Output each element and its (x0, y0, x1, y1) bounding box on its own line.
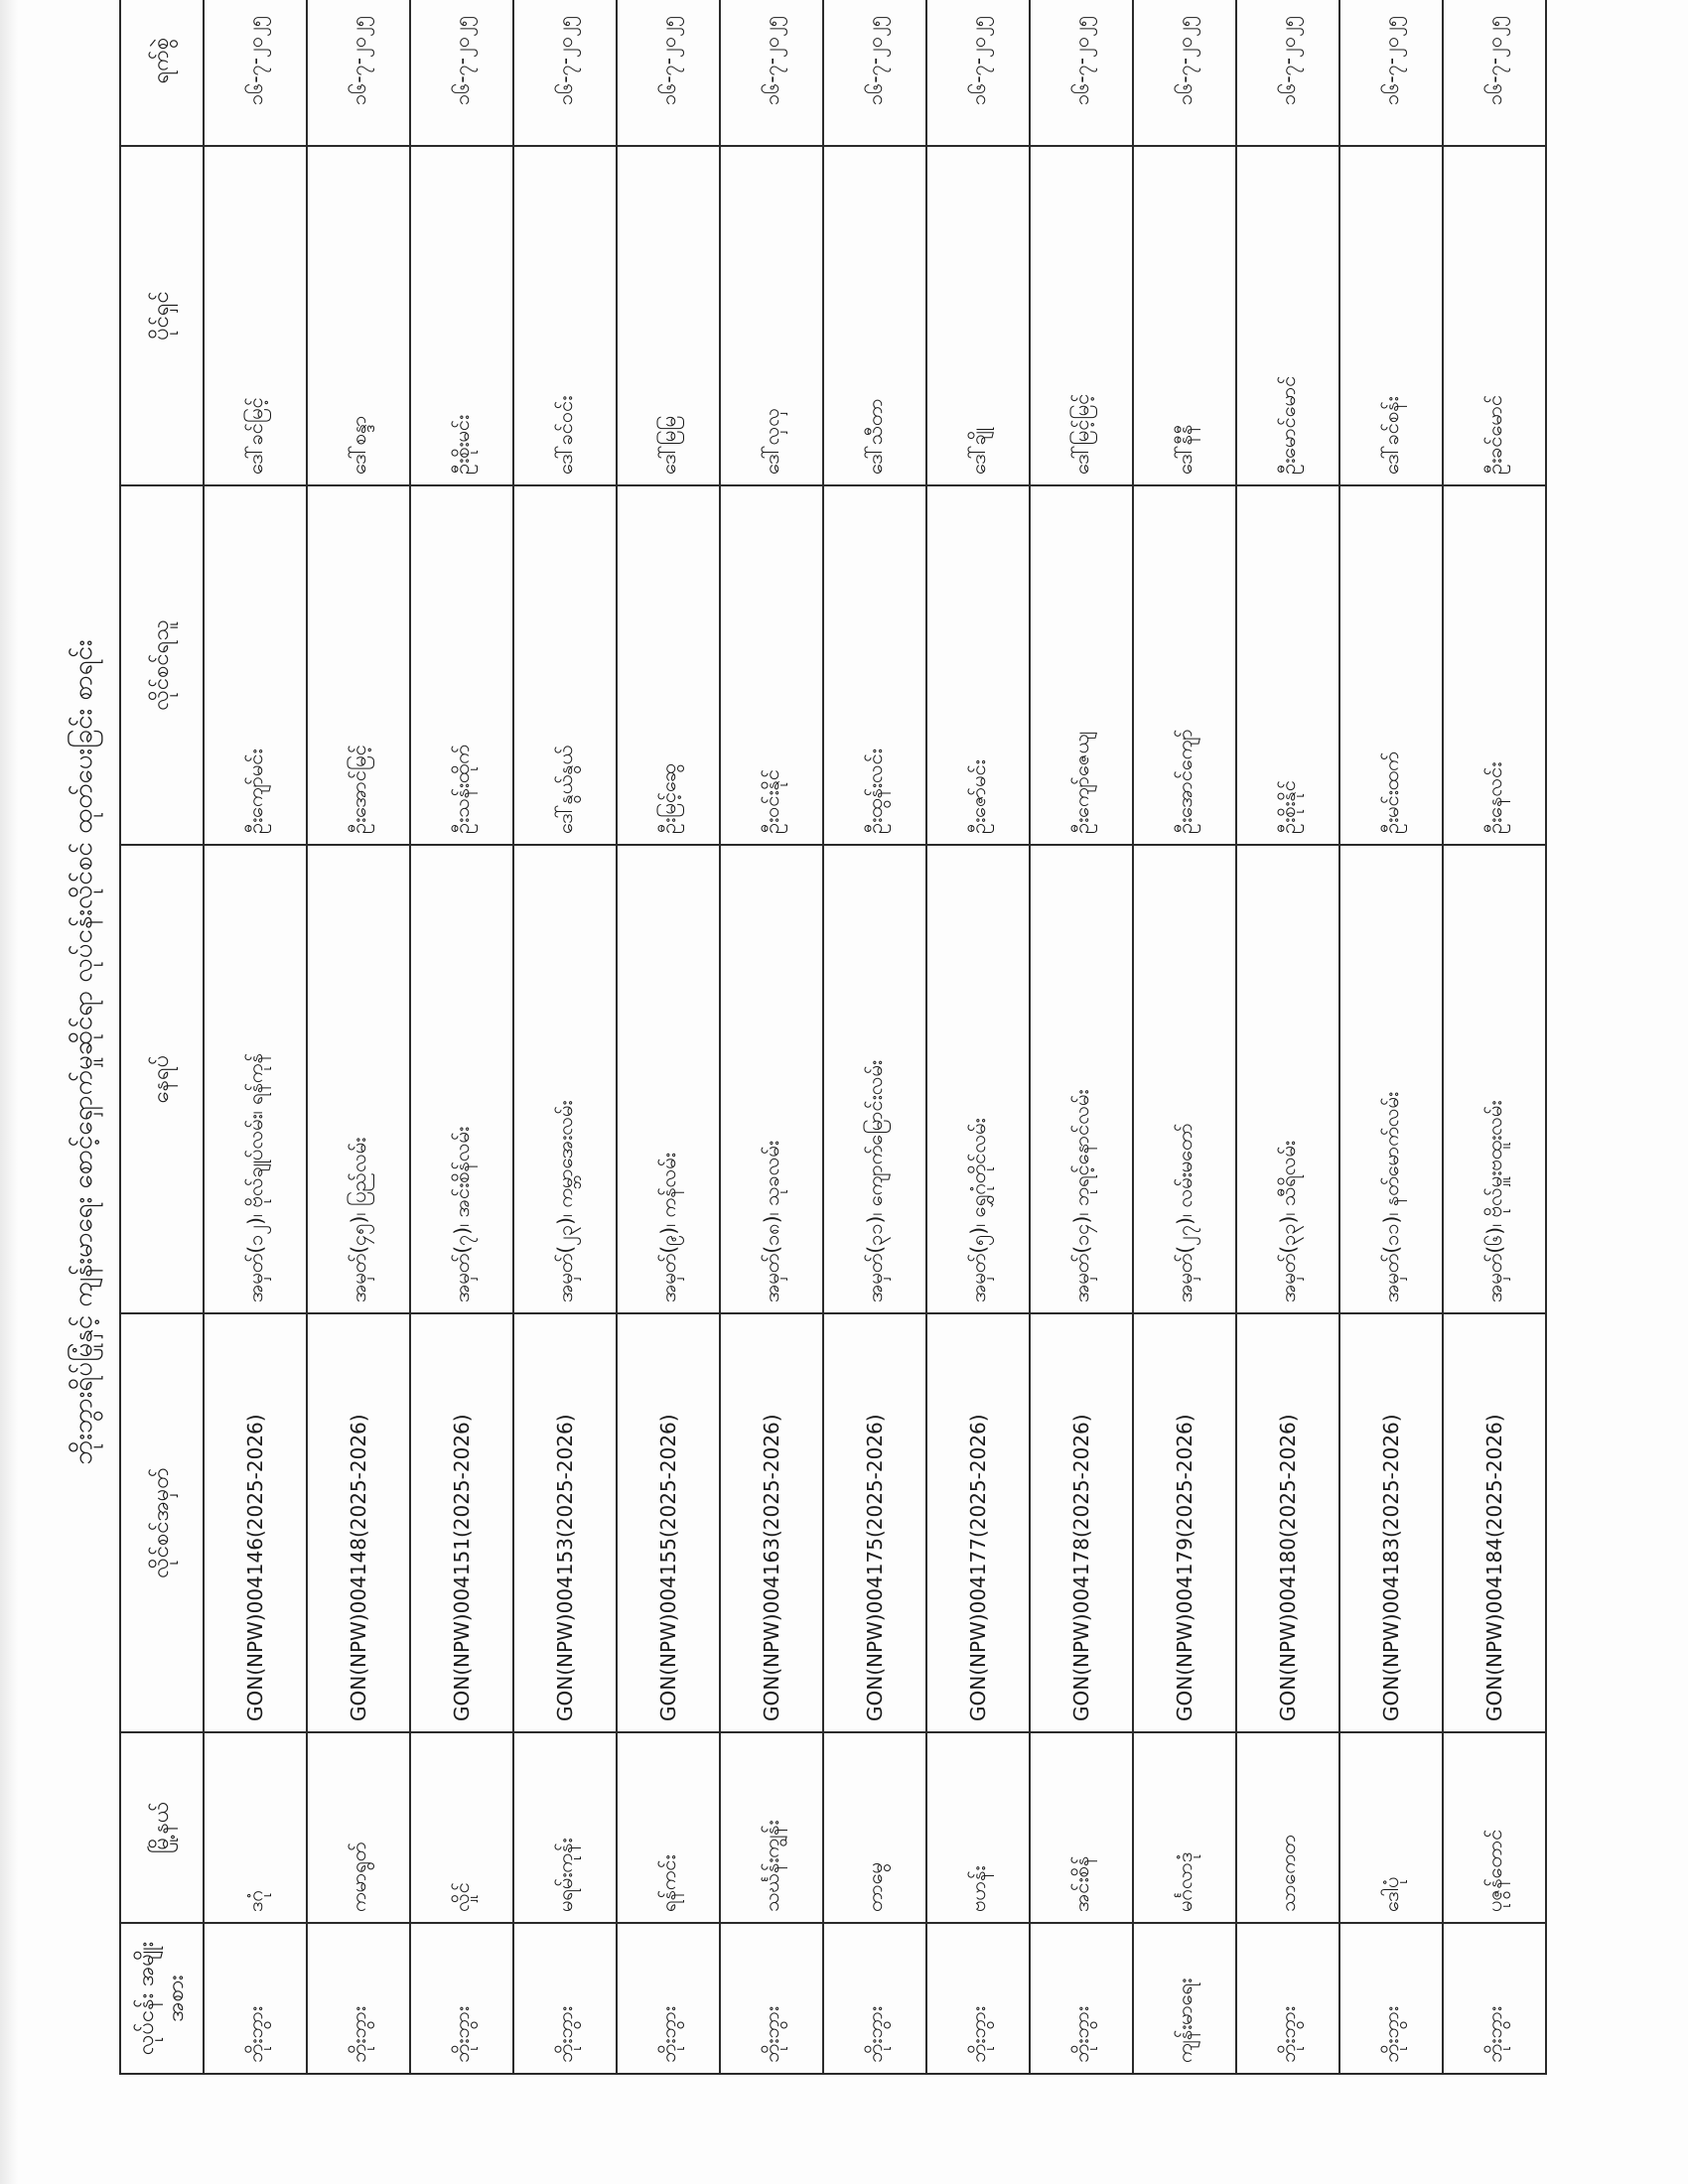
cell-owner: ဦးခင်မောင် (1443, 146, 1546, 485)
cell-license-number: GON(NPW)004146(2025-2026) (204, 1313, 307, 1732)
cell-type: ဘိုးဘွား (617, 1923, 720, 2074)
cell-licensee: ဦးဝင်းနိုင် (720, 485, 823, 845)
cell-township: ကမာရွတ် (307, 1732, 410, 1923)
table-row (720, 0, 823, 2074)
cell-type: ဘိုးဘွား (513, 1923, 617, 2074)
cell-date: ၁၆-၇-၂၀၂၅ (307, 0, 410, 146)
cell-licensee: ဦးကျော်ဇေယျ (1030, 485, 1133, 845)
cell-address: အမှတ်(၁၄)၊ ဘုရင့်နောင်လမ်း (1030, 845, 1133, 1313)
document-caption: ဘိုးဘွားရိပ်မြုံနှင့် ကျန်းမာရေး စောင့်ရှောက်မှုဆိုင်ရာ လုပ်ငန်းလိုင်စင် ထုတ်ပေးခြင်း စာရင်း (68, 639, 98, 1465)
cell-owner: ဒေါ်ခင်မြင့် (204, 146, 307, 485)
table-header-row (120, 0, 204, 2074)
cell-address: အမှတ်(၅)၊ ရွှေဂုံတိုင်လမ်း (926, 845, 1030, 1313)
cell-address: အမှတ်(၁၁)၊ နတ်မောက်လမ်း (1339, 845, 1443, 1313)
cell-date: ၁၆-၇-၂၀၂၅ (617, 0, 720, 146)
cell-address: အမှတ်(၇)၊ အင်းစိန်လမ်း (410, 845, 513, 1313)
cell-owner: ဒေါ်လှလှ (720, 146, 823, 485)
cell-owner: ဒေါ်ခင်စန်း (1339, 146, 1443, 485)
cell-license-number: GON(NPW)004180(2025-2026) (1236, 1313, 1339, 1732)
header-address: နေရပ် (120, 845, 204, 1313)
cell-type: ဘိုးဘွား (823, 1923, 926, 2074)
cell-owner: ဒေါ်စန္ဒာ (307, 146, 410, 485)
cell-date: ၁၆-၇-၂၀၂၅ (1339, 0, 1443, 146)
cell-licensee: ဦးအောင်မြင့် (307, 485, 410, 845)
cell-date: ၁၆-၇-၂၀၂၅ (204, 0, 307, 146)
cell-license-number: GON(NPW)004148(2025-2026) (307, 1313, 410, 1732)
header-license-number: လိုင်စင်အမှတ် (120, 1313, 204, 1732)
cell-type: ဘိုးဘွား (1443, 1923, 1546, 2074)
cell-license-number: GON(NPW)004163(2025-2026) (720, 1313, 823, 1732)
header-owner: ပိုင်ရှင် (120, 146, 204, 485)
cell-address: အမှတ်(၂၇)၊ လမ်းမတော် (1133, 845, 1236, 1313)
cell-township: ဒေါပုံ (1339, 1732, 1443, 1923)
cell-licensee: ဦးဇော်မင်း (926, 485, 1030, 845)
cell-license-number: GON(NPW)004153(2025-2026) (513, 1313, 617, 1732)
cell-license-number: GON(NPW)004151(2025-2026) (410, 1313, 513, 1732)
cell-licensee: ဦးကျော်မင်း (204, 485, 307, 845)
cell-address: အမှတ်(၃၃)၊ သီရိလမ်း (1236, 845, 1339, 1313)
table-row (513, 0, 617, 2074)
cell-date: ၁၆-၇-၂၀၂၅ (1443, 0, 1546, 146)
cell-type: ဘိုးဘွား (926, 1923, 1030, 2074)
cell-township: အင်းစိန် (1030, 1732, 1133, 1923)
cell-owner: ဒေါ်နီနီ (1133, 146, 1236, 485)
header-date: ရက်စွဲ (120, 0, 204, 146)
header-licensee: လိုင်စင်ရသူ (120, 485, 204, 845)
cell-type: ဘိုးဘွား (204, 1923, 307, 2074)
cell-date: ၁၆-၇-၂၀၂၅ (513, 0, 617, 146)
table-row (823, 0, 926, 2074)
cell-license-number: GON(NPW)004155(2025-2026) (617, 1313, 720, 1732)
table-row (204, 0, 307, 2074)
cell-licensee: ဦးစိုးနိုင် (1236, 485, 1339, 845)
header-township: မြို့နယ် (120, 1732, 204, 1923)
cell-address: အမှတ်(၁၈)၊ သုခလမ်း (720, 845, 823, 1313)
cell-township: လှိုင် (410, 1732, 513, 1923)
cell-licensee: ဦးအောင်ကျော် (1133, 485, 1236, 845)
table-row (1030, 0, 1133, 2074)
cell-date: ၁၆-၇-၂၀၂၅ (720, 0, 823, 146)
table-row (1236, 0, 1339, 2074)
cell-type: ဘိုးဘွား (410, 1923, 513, 2074)
header-type: လုပ်ငန်း အမျိုးအစား (120, 1923, 204, 2074)
cell-date: ၁၆-၇-၂၀၂၅ (1133, 0, 1236, 146)
cell-township: မရမ်းကုန်း (513, 1732, 617, 1923)
table-row (1339, 0, 1443, 2074)
cell-licensee: ဦးမင်းထက် (1339, 485, 1443, 845)
cell-township: ဒဂုံ (204, 1732, 307, 1923)
cell-date: ၁၆-၇-၂၀၂၅ (823, 0, 926, 146)
cell-license-number: GON(NPW)004184(2025-2026) (1443, 1313, 1546, 1732)
cell-owner: ဒေါ်ချို (926, 146, 1030, 485)
cell-type: ဘိုးဘွား (307, 1923, 410, 2074)
cell-licensee: ဦးထွန်းလင်း (823, 485, 926, 845)
cell-licensee: ဦးနေလင်း (1443, 485, 1546, 845)
table-body (204, 0, 1546, 2074)
cell-type: ဘိုးဘွား (1339, 1923, 1443, 2074)
cell-type: ဘိုးဘွား (1236, 1923, 1339, 2074)
cell-township: ဗဟန်း (926, 1732, 1030, 1923)
cell-license-number: GON(NPW)004177(2025-2026) (926, 1313, 1030, 1732)
cell-owner: ဒေါ်မြင့်မြင့် (1030, 146, 1133, 485)
cell-license-number: GON(NPW)004183(2025-2026) (1339, 1313, 1443, 1732)
table-row (410, 0, 513, 2074)
cell-township: တာမွေ (823, 1732, 926, 1923)
cell-address: အမှတ်(၆)၊ ဗိုလ်မှူးဗထူးလမ်း (1443, 845, 1546, 1313)
license-table (119, 0, 1547, 2075)
cell-address: အမှတ်(၄၅)၊ ပြည်လမ်း (307, 845, 410, 1313)
cell-license-number: GON(NPW)004178(2025-2026) (1030, 1313, 1133, 1732)
cell-license-number: GON(NPW)004175(2025-2026) (823, 1313, 926, 1732)
cell-owner: ဒေါ်ခင်ဝင်း (513, 146, 617, 485)
table-row (926, 0, 1030, 2074)
cell-township: သာကေတ (1236, 1732, 1339, 1923)
table-row (1133, 0, 1236, 2074)
cell-address: အမှတ်(၉)၊ ကန်လမ်း (617, 845, 720, 1313)
cell-type: ကျန်းမာရေး (1133, 1923, 1236, 2074)
cell-date: ၁၆-၇-၂၀၂၅ (1236, 0, 1339, 146)
cell-owner: ဦးမောင်မောင် (1236, 146, 1339, 485)
cell-licensee: ဦးမြင့်ဆွေ (617, 485, 720, 845)
cell-township: သင်္ဃန်းကျွန်း (720, 1732, 823, 1923)
cell-type: ဘိုးဘွား (1030, 1923, 1133, 2074)
table-row (617, 0, 720, 2074)
rotated-document (50, 15, 1506, 2075)
cell-address: အမှတ်(၁၂)၊ ဗိုလ်ချုပ်လမ်း၊ ရန်ကုန် (204, 845, 307, 1313)
cell-date: ၁၆-၇-၂၀၂၅ (926, 0, 1030, 146)
cell-township: မင်္ဂလာဒုံ (1133, 1732, 1236, 1923)
cell-date: ၁၆-၇-၂၀၂၅ (410, 0, 513, 146)
cell-address: အမှတ်(၂၃)၊ ကမ္ဘာအေးလမ်း (513, 845, 617, 1313)
cell-township: ရန်ကင်း (617, 1732, 720, 1923)
cell-license-number: GON(NPW)004179(2025-2026) (1133, 1313, 1236, 1732)
cell-owner: ဒေါ်မြမြ (617, 146, 720, 485)
table-row (307, 0, 410, 2074)
cell-owner: ဦးစိုးမင်း (410, 146, 513, 485)
cell-licensee: ဒေါ်နွယ်နွယ် (513, 485, 617, 845)
table-row (1443, 0, 1546, 2074)
cell-address: အမှတ်(၃၁)၊ ကျောက်မြောင်းလမ်း (823, 845, 926, 1313)
cell-licensee: ဦးသန်းထိုက် (410, 485, 513, 845)
cell-date: ၁၆-၇-၂၀၂၅ (1030, 0, 1133, 146)
cell-township: ပုဇွန်တောင် (1443, 1732, 1546, 1923)
cell-owner: ဒေါ်သီတာ (823, 146, 926, 485)
cell-type: ဘိုးဘွား (720, 1923, 823, 2074)
scan-shadow (0, 0, 18, 2184)
